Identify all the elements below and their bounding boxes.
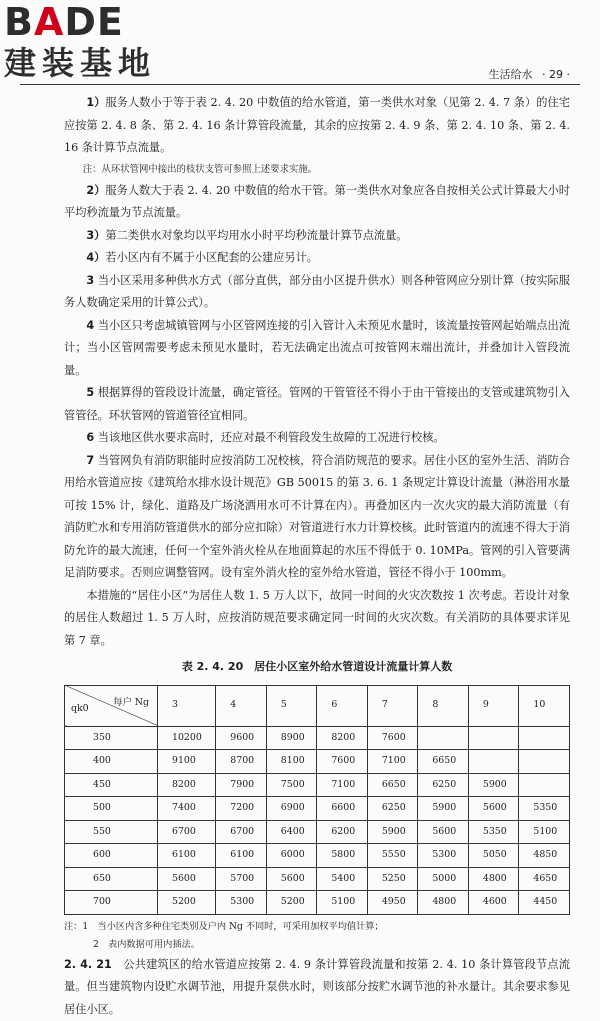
table-row	[65, 820, 570, 844]
table-cell: 5400	[317, 867, 368, 891]
table-cell: 8100	[266, 750, 317, 774]
paragraph: 3）第二类供水对象均以平均用水小时平均秒流量计算节点流量。	[64, 225, 570, 248]
section-number: 2. 4. 21	[64, 958, 112, 971]
table-cell: 5700	[216, 867, 267, 891]
table-cell: 6200	[317, 820, 368, 844]
table-cell: 6600	[317, 797, 368, 821]
publisher-logo	[4, 2, 174, 84]
table-cell: 4450	[519, 891, 570, 915]
table-body	[65, 726, 570, 914]
table-cell: 5350	[519, 797, 570, 821]
column-header: 3	[158, 685, 216, 726]
column-header: 8	[418, 685, 469, 726]
table-cell: 5200	[266, 891, 317, 915]
paragraph: 4）若小区内有不属于小区配套的公建应另计。	[64, 247, 570, 270]
page-body	[64, 92, 570, 1021]
table-cell: 5550	[367, 844, 418, 868]
table-cell: 5600	[468, 797, 519, 821]
table-caption: 表 2. 4. 20 居住小区室外给水管道设计流量计算人数	[64, 656, 570, 679]
column-header: 10	[519, 685, 570, 726]
table-cell: 5900	[468, 773, 519, 797]
paragraph: 6 当该地区供水要求高时，还应对最不利管段发生故障的工况进行校核。	[64, 427, 570, 450]
table-cell: 4600	[468, 891, 519, 915]
table-cell: 5300	[418, 844, 469, 868]
table-row	[65, 750, 570, 774]
column-header: 9	[468, 685, 519, 726]
table-cell: 5100	[519, 820, 570, 844]
header-rule	[20, 84, 580, 85]
running-head-title: 生活给水	[489, 68, 533, 81]
table-cell	[519, 726, 570, 750]
table-cell: 5600	[158, 867, 216, 891]
table-row	[65, 773, 570, 797]
table-cell: 6400	[266, 820, 317, 844]
table-cell: 5600	[266, 867, 317, 891]
table-cell: 7400	[158, 797, 216, 821]
table-cell: 5250	[367, 867, 418, 891]
running-head	[483, 66, 570, 82]
design-flow-table	[64, 685, 570, 915]
table-cell: 4800	[418, 891, 469, 915]
table-cell: 8200	[158, 773, 216, 797]
table-cell: 5800	[317, 844, 368, 868]
table-row	[65, 844, 570, 868]
table-cell: 4800	[468, 867, 519, 891]
paragraph-note: 注：从环状管网中接出的枝状支管可参照上述要求实施。	[64, 160, 570, 180]
paragraph: 1）服务人数小于等于表 2. 4. 20 中数值的给水管道，第一类供水对象（见第 2. 4. 7 条）的住宅应按第 2. 4. 8 条、第 2. 4. 16 条计算管段流量，其余的应按第 2. 4. 9 条、第 2. 4. 10 条、第 2. 4. 16 条计算节点流量。	[64, 92, 570, 160]
table-cell: 6250	[418, 773, 469, 797]
table-cell	[468, 726, 519, 750]
table-cell: 8200	[317, 726, 368, 750]
table-cell: 6700	[216, 820, 267, 844]
corner-label-qk: qk0	[71, 698, 89, 721]
table-row	[65, 867, 570, 891]
table-cell: 9600	[216, 726, 267, 750]
paragraph: 5 根据算得的管段设计流量，确定管径。管网的干管管径不得小于由干管接出的支管或建筑物引入管管径。环状管网的管道管径宜相同。	[64, 382, 570, 427]
paragraph: 本措施的“居住小区”为居住人数 1. 5 万人以下，故同一时间的火灾次数按 1 次考虑。若设计对象的居住人数超过 1. 5 万人时，应按消防规范要求确定同一时间的火灾次数。有关消防的具体要求详见第 7 章。	[64, 585, 570, 653]
table-cell: 4650	[519, 867, 570, 891]
row-header-qk: 500	[65, 797, 158, 821]
column-header: 6	[317, 685, 368, 726]
table-cell: 4950	[367, 891, 418, 915]
table-note: 2 表内数据可用内插法。	[64, 936, 570, 954]
table-cell: 6900	[266, 797, 317, 821]
table-cell: 7600	[367, 726, 418, 750]
table-cell: 7200	[216, 797, 267, 821]
table-cell: 5100	[317, 891, 368, 915]
table-cell: 7500	[266, 773, 317, 797]
table-cell: 7600	[317, 750, 368, 774]
table-cell: 6100	[216, 844, 267, 868]
table-cell: 7900	[216, 773, 267, 797]
logo-wordmark: BADE	[4, 2, 174, 42]
table-cell: 5300	[216, 891, 267, 915]
table-cell: 10200	[158, 726, 216, 750]
section-text: 公共建筑区的给水管道应按第 2. 4. 9 条计算管段流量和按第 2. 4. 10 条计算管段节点流量。但当建筑物内设贮水调节池，用提升泵供水时，则该部分按贮水调节池的补水量计。其余要求参见居住小区。	[64, 958, 570, 1016]
column-header: 5	[266, 685, 317, 726]
logo-subtitle: 建装基地	[4, 44, 174, 82]
table-cell: 5600	[418, 820, 469, 844]
table-cell: 6650	[418, 750, 469, 774]
table-cell	[418, 726, 469, 750]
row-header-qk: 600	[65, 844, 158, 868]
paragraph: 7 当管网负有消防职能时应按消防工况校核，符合消防规范的要求。居住小区的室外生活、消防合用给水管道应按《建筑给水排水设计规范》GB 50015 的第 3. 6. 1 条规定计算设计流量（淋浴用水量可按 15% 计，绿化、道路及广场浇洒用水可不计算在内）。再叠加区内一次火灾的最大消防流量（有消防贮水和专用消防管道供水的部分应扣除）对管道进行水力计算校核。此时管道内的流速不得大于消防允许的最大流速，任何一个室外消火栓从在地面算起的水压不得低于 0. 10MPa。管网的引入管要满足消防要求。否则应调整管网。设有室外消火栓的室外给水管道，管径不得小于 100mm。	[64, 450, 570, 585]
table-cell: 6650	[367, 773, 418, 797]
paragraph: 3 当小区采用多种供水方式（部分直供，部分由小区提升供水）则各种管网应分别计算（按实际服务人数确定采用的计算公式）。	[64, 270, 570, 315]
table-cell: 9100	[158, 750, 216, 774]
table-cell	[519, 750, 570, 774]
row-header-qk: 450	[65, 773, 158, 797]
table-note: 注：1 当小区内含多种住宅类别及户内 Ng 不同时，可采用加权平均值计算；	[64, 918, 570, 936]
paragraph: 4 当小区只考虑城镇管网与小区管网连接的引入管计入未预见水量时，该流量按管网起始端点出流计；当小区管网需要考虑未预见水量时，若无法确定出流点可按管网末端出流计，并叠加计入管段流量。	[64, 315, 570, 383]
page-number: · 29 ·	[542, 68, 570, 81]
table-cell	[519, 773, 570, 797]
column-header: 4	[216, 685, 267, 726]
table-cell: 8900	[266, 726, 317, 750]
row-header-qk: 350	[65, 726, 158, 750]
table-corner-cell	[65, 685, 158, 726]
table-cell: 6100	[158, 844, 216, 868]
table-cell: 5900	[418, 797, 469, 821]
table-row	[65, 797, 570, 821]
paragraph: 2）服务人数大于表 2. 4. 20 中数值的给水干管。第一类供水对象应各自按相关公式计算最大小时平均秒流量为节点流量。	[64, 180, 570, 225]
table-cell	[468, 750, 519, 774]
table-cell: 6250	[367, 797, 418, 821]
table-cell: 5200	[158, 891, 216, 915]
row-header-qk: 650	[65, 867, 158, 891]
column-header: 7	[367, 685, 418, 726]
row-header-qk: 550	[65, 820, 158, 844]
row-header-qk: 700	[65, 891, 158, 915]
section-2-4-21	[64, 954, 570, 1021]
table-cell: 7100	[317, 773, 368, 797]
corner-label-households: 每户 Ng	[113, 692, 149, 715]
table-row	[65, 891, 570, 915]
table-cell: 4850	[519, 844, 570, 868]
table-cell: 8700	[216, 750, 267, 774]
table-header-row	[65, 685, 570, 726]
table-cell: 5900	[367, 820, 418, 844]
row-header-qk: 400	[65, 750, 158, 774]
table-cell: 5050	[468, 844, 519, 868]
table-cell: 6700	[158, 820, 216, 844]
table-cell: 6000	[266, 844, 317, 868]
table-row	[65, 726, 570, 750]
table-cell: 7100	[367, 750, 418, 774]
table-cell: 5350	[468, 820, 519, 844]
table-notes	[64, 918, 570, 954]
table-cell: 5000	[418, 867, 469, 891]
